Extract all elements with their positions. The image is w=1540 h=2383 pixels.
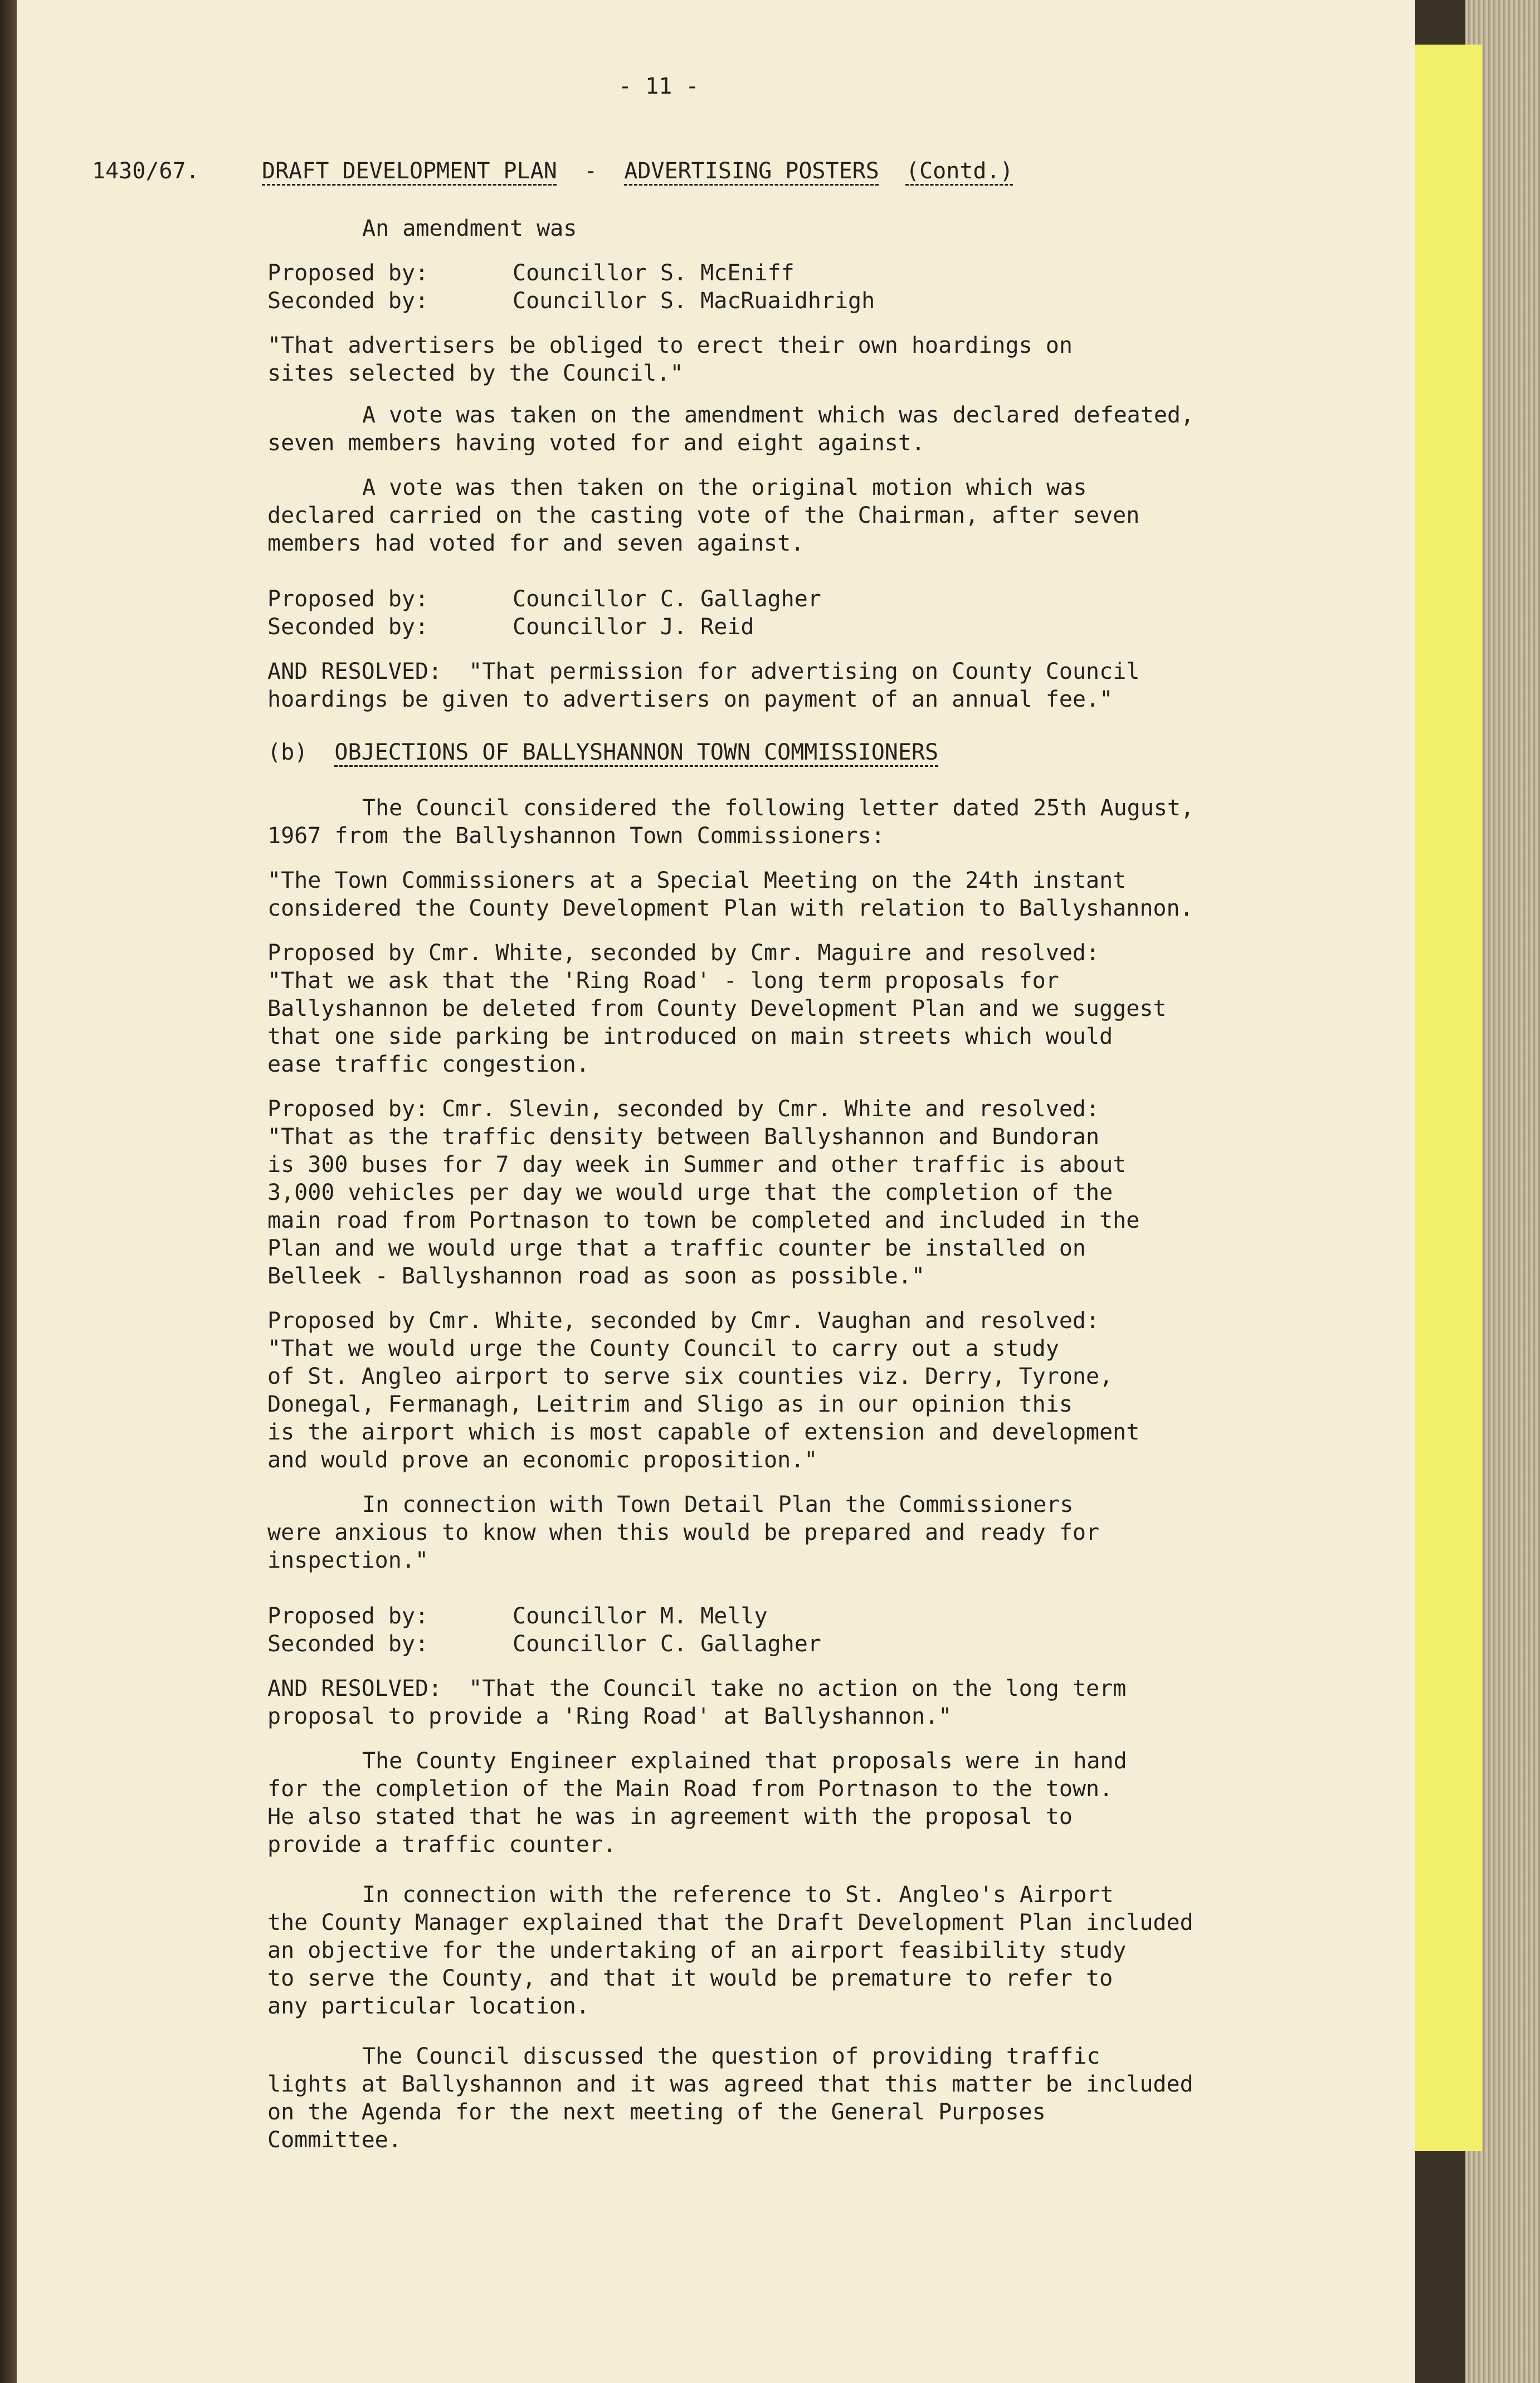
seconded-label: Seconded by: xyxy=(267,614,428,640)
proposer-name: Councillor C. Gallagher xyxy=(513,586,821,612)
page-number: - 11 - xyxy=(618,74,699,99)
letter-paragraph-3 xyxy=(267,1095,1326,1290)
seconder-name: Councillor S. MacRuaidhrigh xyxy=(513,288,875,314)
text-line: Proposed by Cmr. White, seconded by Cmr. Maguire and resolved: xyxy=(267,940,1100,966)
section-b-heading xyxy=(267,738,938,766)
heading-separator: - xyxy=(583,158,598,184)
text-line: "The Town Commissioners at a Special Meeting on the 24th instant xyxy=(267,868,1127,893)
amendment-intro: An amendment was xyxy=(362,216,577,241)
text-line: 1967 from the Ballyshannon Town Commissioners: xyxy=(267,823,885,849)
text-line: of St. Angleo airport to serve six counties viz. Derry, Tyrone, xyxy=(267,1364,1113,1389)
book-spine xyxy=(0,0,17,2383)
motion3-resolution xyxy=(267,1675,1126,1703)
text-line: "That we ask that the 'Ring Road' - long term proposals for xyxy=(267,968,1059,994)
text-line: 3,000 vehicles per day we would urge that the completion of the xyxy=(267,1180,1113,1205)
text-line: Ballyshannon be deleted from County Development Plan and we suggest xyxy=(267,996,1167,1022)
page xyxy=(17,0,1415,2383)
yellow-insert-edge xyxy=(1415,45,1482,2151)
motion3-seconder-row xyxy=(267,1630,821,1658)
vote-original-continued xyxy=(267,502,1326,557)
amendment-text xyxy=(267,332,1326,387)
lights-paragraph-continued xyxy=(267,2070,1326,2154)
motion2-resolution xyxy=(267,658,1139,685)
vote-amendment-continued xyxy=(267,429,1326,457)
text-line: A vote was then taken on the original motion which was xyxy=(362,475,1087,500)
text-line: is 300 buses for 7 day week in Summer and other traffic is about xyxy=(267,1152,1127,1178)
text-line: Donegal, Fermanagh, Leitrim and Sligo as in our opinion this xyxy=(267,1392,1073,1417)
engineer-paragraph xyxy=(267,1747,1421,1775)
heading-contd: (Contd.) xyxy=(905,158,1013,184)
text-line: The County Engineer explained that proposals were in hand xyxy=(362,1748,1127,1774)
letter-paragraph-4 xyxy=(267,1307,1326,1474)
section-marker: (b) xyxy=(267,740,308,765)
motion2-proposer-row xyxy=(267,585,821,613)
text-line: Plan and we would urge that a traffic counter be installed on xyxy=(267,1236,1086,1261)
amendment-seconder-row xyxy=(267,287,875,315)
text-line: that one side parking be introduced on main streets which would xyxy=(267,1024,1113,1049)
section-heading xyxy=(262,157,1013,185)
text-line: were anxious to know when this would be prepared and ready for xyxy=(267,1520,1100,1545)
text-line: inspection." xyxy=(267,1548,428,1573)
text-line: to serve the County, and that it would be premature to refer to xyxy=(267,1966,1113,1991)
lights-paragraph xyxy=(267,2042,1421,2070)
vote-amendment-paragraph xyxy=(267,401,1421,429)
letter-paragraph-2 xyxy=(267,939,1326,1078)
motion3-resolution-continued: proposal to provide a 'Ring Road' at Ballyshannon." xyxy=(267,1704,952,1729)
text-line: the County Manager explained that the Draft Development Plan included xyxy=(267,1910,1193,1935)
seconder-name: Councillor J. Reid xyxy=(513,614,754,640)
text-line: "That we would urge the County Council to carry out a study xyxy=(267,1336,1059,1361)
text-line: In connection with the reference to St. Angleo's Airport xyxy=(362,1882,1114,1908)
text-line: The Council discussed the question of providing traffic xyxy=(362,2044,1100,2069)
text-line: seven members having voted for and eight against. xyxy=(267,430,925,456)
seconder-name: Councillor C. Gallagher xyxy=(513,1631,821,1657)
text-line: The Council considered the following letter dated 25th August, xyxy=(362,795,1195,821)
text-line: members had voted for and seven against. xyxy=(267,531,805,556)
proposed-label: Proposed by: xyxy=(267,586,428,612)
text-line: for the completion of the Main Road from Portnason to the town. xyxy=(267,1776,1113,1802)
text-line: lights at Ballyshannon and it was agreed that this matter be included xyxy=(267,2071,1193,2097)
engineer-paragraph-continued xyxy=(267,1775,1326,1859)
text-line: main road from Portnason to town be completed and included in the xyxy=(267,1208,1140,1233)
text-line: considered the County Development Plan with relation to Ballyshannon. xyxy=(267,896,1193,921)
motion2-seconder-row xyxy=(267,613,754,641)
text-line: on the Agenda for the next meeting of the General Purposes xyxy=(267,2099,1046,2125)
resolved-label: AND RESOLVED: xyxy=(267,1676,442,1701)
text-line: declared carried on the casting vote of the Chairman, after seven xyxy=(267,503,1140,528)
text-line: Proposed by Cmr. White, seconded by Cmr. Vaughan and resolved: xyxy=(267,1308,1100,1334)
text-line: and would prove an economic proposition." xyxy=(267,1447,818,1473)
letter-paragraph-5-continued xyxy=(267,1519,1326,1574)
resolved-label: AND RESOLVED: xyxy=(267,659,442,684)
manager-paragraph xyxy=(267,1881,1421,1909)
motion3-proposer-row xyxy=(267,1602,768,1630)
proposed-label: Proposed by: xyxy=(267,260,428,286)
text-line: "That as the traffic density between Ballyshannon and Bundoran xyxy=(267,1124,1100,1150)
text-line: an objective for the undertaking of an airport feasibility study xyxy=(267,1938,1127,1963)
text-line: He also stated that he was in agreement with the proposal to xyxy=(267,1804,1073,1830)
heading-part2: ADVERTISING POSTERS xyxy=(624,158,879,184)
vote-original-paragraph xyxy=(267,474,1421,502)
text-line: "That the Council take no action on the long term xyxy=(469,1676,1127,1701)
text-line: Committee. xyxy=(267,2127,402,2153)
text-line: In connection with Town Detail Plan the Commissioners xyxy=(362,1492,1074,1518)
text-line: ease traffic congestion. xyxy=(267,1052,589,1077)
manager-paragraph-continued xyxy=(267,1909,1326,2020)
text-line: any particular location. xyxy=(267,1993,589,2019)
text-line: provide a traffic counter. xyxy=(267,1832,617,1857)
proposer-name: Councillor S. McEniff xyxy=(513,260,795,286)
text-line: Proposed by: Cmr. Slevin, seconded by Cmr. White and resolved: xyxy=(267,1096,1100,1122)
seconded-label: Seconded by: xyxy=(267,288,428,314)
text-line: A vote was taken on the amendment which was declared defeated, xyxy=(362,402,1195,428)
text-line: "That advertisers be obliged to erect their own hoardings on xyxy=(267,333,1073,358)
minute-reference: 1430/67. xyxy=(92,158,199,184)
text-line: Belleek - Ballyshannon road as soon as possible." xyxy=(267,1263,925,1289)
text-line: sites selected by the Council." xyxy=(267,361,684,386)
amendment-proposer-row xyxy=(267,259,795,287)
seconded-label: Seconded by: xyxy=(267,1631,428,1657)
letter-paragraph-5 xyxy=(267,1491,1421,1519)
letter-paragraph-1 xyxy=(267,867,1326,922)
motion2-resolution-continued: hoardings be given to advertisers on payment of an annual fee." xyxy=(267,687,1113,712)
letter-intro xyxy=(267,794,1421,822)
letter-intro-continued xyxy=(267,822,1326,850)
section-title: OBJECTIONS OF BALLYSHANNON TOWN COMMISSIONERS xyxy=(334,740,939,765)
heading-part1: DRAFT DEVELOPMENT PLAN xyxy=(262,158,557,184)
proposed-label: Proposed by: xyxy=(267,1603,428,1629)
text-line: is the airport which is most capable of extension and development xyxy=(267,1419,1140,1445)
proposer-name: Councillor M. Melly xyxy=(513,1603,768,1629)
text-line: "That permission for advertising on County Council xyxy=(469,659,1140,684)
